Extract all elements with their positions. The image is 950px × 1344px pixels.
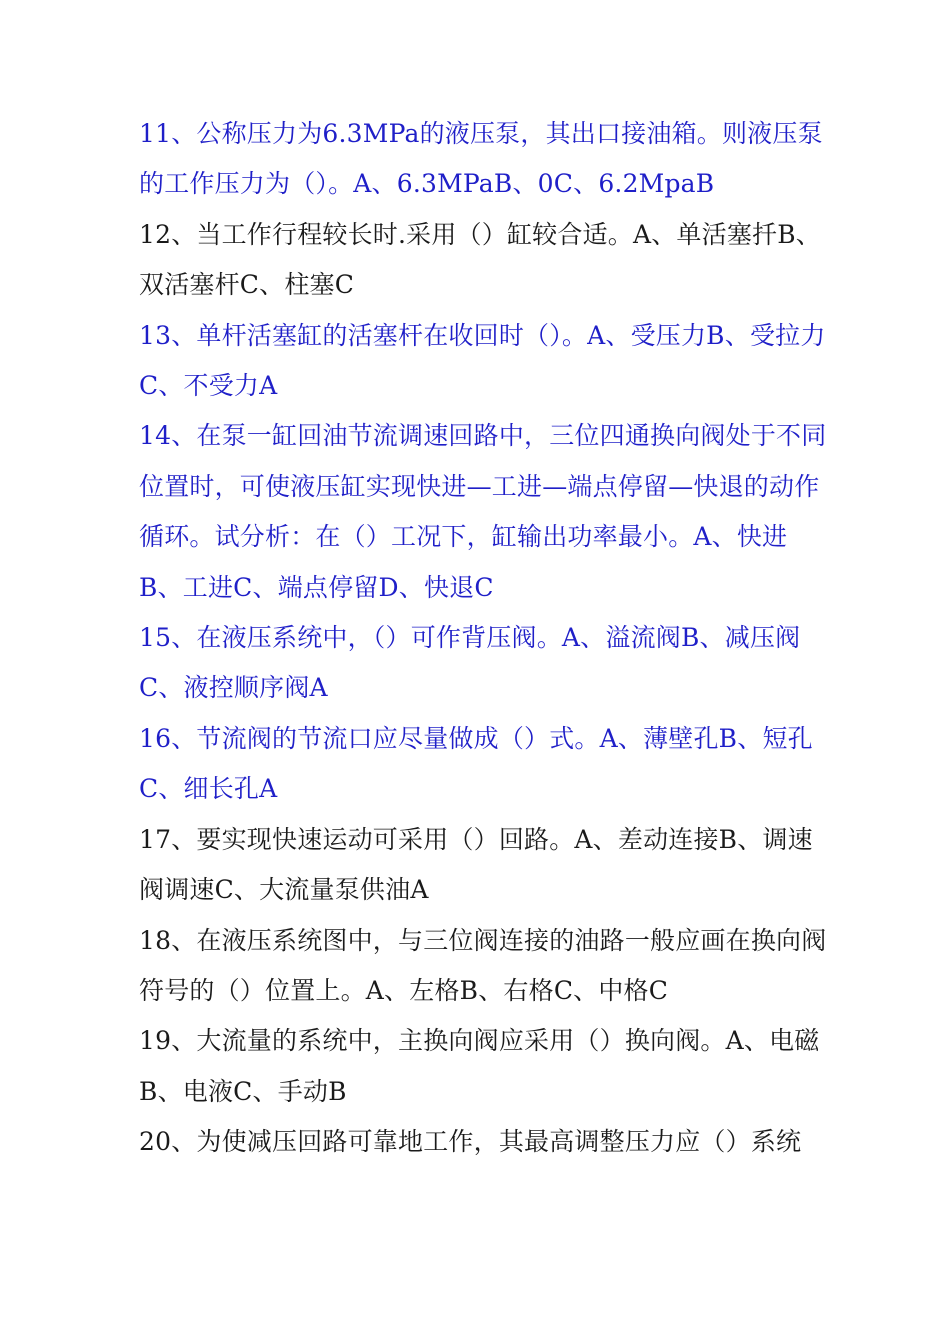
question-list [139, 109, 829, 1168]
question-20: 20、为使减压回路可靠地工作，其最高调整压力应（）系统 [139, 1127, 802, 1157]
question-14: 14、在泵一缸回油节流调速回路中，三位四通换向阀处于不同位置时，可使液压缸实现快进—工进—端点停留—快退的动作循环。试分析：在（）工况下，缸输出功率最小。A、快进B、工进C、端点停留D、快退C [139, 421, 827, 602]
question-16: 16、节流阀的节流口应尽量做成（）式。A、薄壁孔B、短孔C、细长孔A [139, 723, 813, 804]
question-19: 19、大流量的系统中，主换向阀应采用（）换向阀。A、电磁B、电液C、手动B [139, 1026, 820, 1106]
question-13: 13、单杆活塞缸的活塞杆在收回时（）。A、受压力B、受拉力C、不受力A [139, 320, 826, 401]
question-17: 17、要实现快速运动可采用（）回路。A、差动连接B、调速阀调速C、大流量泵供油A [139, 824, 813, 905]
question-18: 18、在液压系统图中，与三位阀连接的油路一般应画在换向阀符号的（）位置上。A、左格B、右格C、中格C [139, 925, 827, 1005]
question-15: 15、在液压系统中，（）可作背压阀。A、溢流阀B、减压阀C、液控顺序阀A [139, 623, 801, 703]
question-12: 12、当工作行程较长时.采用（）缸较合适。A、单活塞扦B、双活塞杆C、柱塞C [139, 219, 821, 300]
question-11: 11、公称压力为6.3MPa的液压泵，其出口接油箱。则液压泵的工作压力为（）。A、6.3MPaB、0C、6.2MpaB [139, 119, 823, 199]
